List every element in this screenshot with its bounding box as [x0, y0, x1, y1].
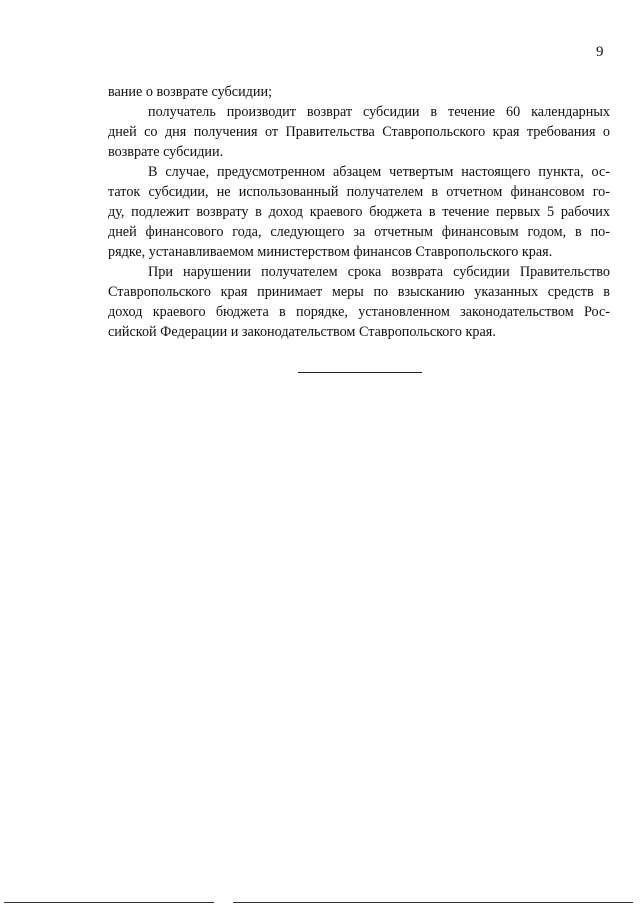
paragraph-1-line-1: вание о возврате субсидии; — [108, 84, 273, 100]
page-number: 9 — [596, 44, 604, 60]
document-body — [108, 82, 610, 342]
paragraph-4-line-2: Ставропольского края принимает меры по взысканию указанных средств в — [108, 284, 610, 300]
paragraph-3-line-5: рядке, устанавливаемом министерством финансов Ставропольского края. — [108, 244, 553, 260]
footer-rule-left — [4, 902, 214, 903]
paragraph-4-line-3: доход краевого бюджета в порядке, установленном законодательством Рос- — [108, 304, 610, 320]
footer-rule-right — [233, 902, 633, 903]
paragraph-2-line-1: получатель производит возврат субсидии в течение 60 календарных — [148, 104, 610, 120]
paragraph-3-line-4: дней финансового года, следующего за отчетным финансовым годом, в по- — [108, 224, 610, 240]
paragraph-2-line-3: возврате субсидии. — [108, 144, 224, 160]
paragraph-4-line-4: сийской Федерации и законодательством Ставропольского края. — [108, 324, 496, 340]
paragraph-3-line-1: В случае, предусмотренном абзацем четвертым настоящего пункта, ос- — [148, 164, 610, 180]
paragraph-4-line-1: При нарушении получателем срока возврата субсидии Правительство — [148, 264, 610, 280]
paragraph-3-line-2: таток субсидии, не использованный получателем в отчетном финансовом го- — [108, 184, 610, 200]
paragraph-3-line-3: ду, подлежит возврату в доход краевого бюджета в течение первых 5 рабочих — [108, 204, 610, 220]
end-of-text-separator — [298, 372, 422, 373]
paragraph-2-line-2: дней со дня получения от Правительства Ставропольского края требования о — [108, 124, 610, 140]
